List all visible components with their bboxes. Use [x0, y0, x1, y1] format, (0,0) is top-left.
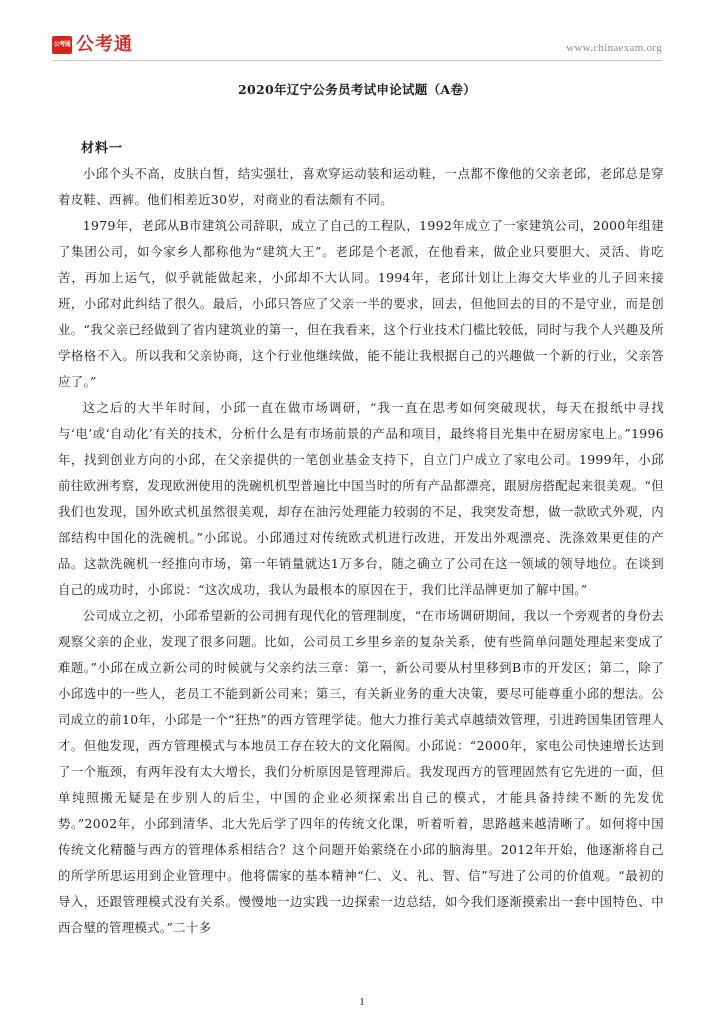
- site-url: www.chinaexam.org: [566, 42, 662, 54]
- document-title: 2020年辽宁公务员考试申论试题（A卷）: [238, 82, 476, 97]
- paragraph: 1979年，老邱从B市建筑公司辞职，成立了自己的工程队，1992年成立了一家建筑公司，2000年组建了集团公司，如今家乡人都称他为“建筑大王”。老邱是个老派，在他看来，做企业只要胆大、灵活、肯吃苦，再加上运气，似乎就能做起来，小邱却不大认同。1994年，老邱计划让上海交大毕业的儿子回来接班，小邱对此纠结了很久。最后，小邱只答应了父亲一半的要求，回去，但他回去的目的不是守业，而是创业。“我父亲已经做到了省内建筑业的第一，但在我看来，这个行业技术门槛比较低，同时与我个人兴趣及所学格格不入。所以我和父亲协商，这个行业他继续做，能不能让我根据自己的兴趣做一个新的行业，父亲答应了。”: [58, 218, 664, 389]
- paragraph: 公司成立之初，小邱希望新的公司拥有现代化的管理制度，“在市场调研期间，我以一个旁观者的身份去观察父亲的企业，发现了很多问题。比如，公司员工乡里乡亲的复杂关系，使有些简单问题处理起来变成了难题。”小邱在成立新公司的时候就与父亲约法三章：第一，新公司要从村里移到B市的开发区；第二，除了小邱选中的一些人，老员工不能到新公司来；第三，有关新业务的重大决策，要尽可能尊重小邱的想法。公司成立的前10年，小邱是一个“狂热”的西方管理学徒。他大力推行美式卓越绩效管理，引进跨国集团管理人才。但他发现，西方管理模式与本地员工存在较大的文化隔阂。小邱说：“2000年，家电公司快速增长达到了一个瓶颈，有两年没有太大增长，我们分析原因是管理滞后。我发现西方的管理固然有它先进的一面，但单纯照搬无疑是在步别人的后尘，中国的企业必须探索出自己的模式，才能具备持续不断的先发优势。”2002年，小邱到清华、北大先后学了四年的传统文化课，听着听着，思路越来越清晰了。如何将中国传统文化精髓与西方的管理体系相结合？这个问题开始萦绕在小邱的脑海里。2012年开始，他逐渐将自己的所学所思运用到企业管理中。他将儒家的基本精神“仁、义、礼、智、信”写进了公司的价值观。“最初的导入，还跟管理模式没有关系。慢慢地一边实践一边探索一边总结，如今我们逐渐摸索出一套中国特色、中西合璧的管理模式。”二十多: [58, 608, 664, 935]
- header-divider: [52, 60, 662, 61]
- paragraph: 这之后的大半年时间，小邱一直在做市场调研，“我一直在思考如何突破现状，每天在报纸中寻找与‘电’或‘自动化’有关的技术，分析什么是有市场前景的产品和项目，最终将目光集中在厨房家电上。”1996年，找到创业方向的小邱，在父亲提供的一笔创业基金支持下，自立门户成立了家电公司。1999年，小邱前往欧洲考察，发现欧洲使用的洗碗机机型普遍比中国当时的所有产品都漂亮，跟厨房搭配起来很美观。“但我们也发现，国外欧式机虽然很美观，却存在油污处理能力较弱的不足，我突发奇想，做一款欧式外观，内部结构中国化的洗碗机。”小邱说。小邱通过对传统欧式机进行改进，开发出外观漂亮、洗涤效果更佳的产品。这款洗碗机一经推向市场，第一年销量就达1万多台，随之确立了公司在这一领域的领导地位。在谈到自己的成功时，小邱说：“这次成功，我认为最根本的原因在于，我们比洋品牌更加了解中国。”: [58, 400, 664, 597]
- section-heading: 材料一: [81, 141, 124, 156]
- logo-text: 公考通: [76, 34, 133, 55]
- document-body: [58, 161, 664, 941]
- paragraph: 小邱个头不高，皮肤白皙，结实强壮，喜欢穿运动装和运动鞋，一点都不像他的父亲老邱，老邱总是穿着皮鞋、西裤。他们相差近30岁，对商业的看法颇有不同。: [58, 166, 664, 207]
- page-header: [52, 34, 662, 58]
- page-number: 1: [359, 996, 365, 1008]
- logo-badge-icon: 公考通: [52, 36, 72, 54]
